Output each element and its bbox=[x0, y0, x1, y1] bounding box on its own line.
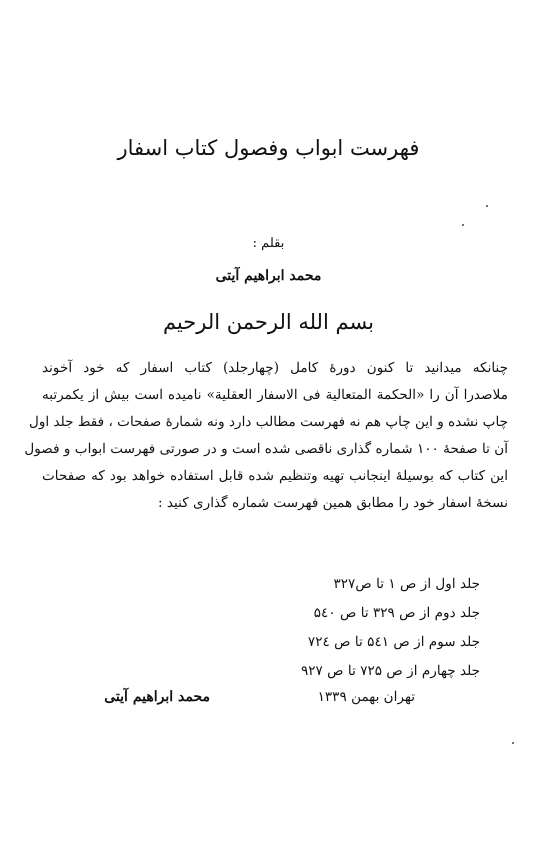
body-line: این کتاب که بوسیلهٔ اینجانب تهیه وتنظیم شده قابل استفاده خواهد بود که صفحات bbox=[42, 468, 508, 484]
volume-item: جلد دوم از ص ۳۲۹ تا ص ۵٤۰ bbox=[313, 605, 480, 621]
byline-author: محمد ابراهیم آیتی bbox=[215, 268, 322, 284]
body-line: چاپ نشده و این چاپ هم نه فهرست مطالب دارد ونه شمارهٔ صفحات ، فقط جلد اول bbox=[28, 414, 508, 430]
volume-item: جلد اول از ص ۱ تا ص۳۲۷ bbox=[333, 576, 480, 592]
scan-speck bbox=[512, 742, 514, 744]
body-line: چنانکه میدانید تا کنون دورهٔ کامل (چهارجلد) کتاب اسفار که خود آخوند bbox=[42, 360, 508, 376]
body-line: نسخهٔ اسفار خود را مطابق همین فهرست شماره گذاری کنید : bbox=[158, 495, 508, 511]
signature-name: محمد ابراهیم آیتی bbox=[104, 689, 210, 705]
byline-label: بقلم : bbox=[252, 236, 285, 251]
signature-date: تهران بهمن ۱۳۳۹ bbox=[317, 689, 415, 705]
scan-speck bbox=[486, 205, 488, 207]
page-title: فهرست ابواب وفصول کتاب اسفار bbox=[117, 136, 420, 160]
volume-item: جلد سوم از ص ۵٤۱ تا ص ۷۲٤ bbox=[307, 634, 480, 650]
body-line: ملاصدرا آن را «الحکمة المتعالیة فی الاسفار العقلیة» نامیده است بیش از یکمرتبه bbox=[42, 387, 508, 403]
basmala-heading: بسم الله الرحمن الرحیم bbox=[162, 310, 375, 334]
scan-speck bbox=[462, 224, 464, 226]
body-line: آن تا صفحهٔ ۱۰۰ شماره گذاری ناقصی شده است و در صورتی فهرست ابواب و فصول bbox=[24, 441, 508, 457]
body-paragraph bbox=[24, 355, 508, 517]
volume-list bbox=[150, 570, 480, 686]
volume-item: جلد چهارم از ص ۷۲۵ تا ص ۹۲۷ bbox=[300, 663, 480, 679]
